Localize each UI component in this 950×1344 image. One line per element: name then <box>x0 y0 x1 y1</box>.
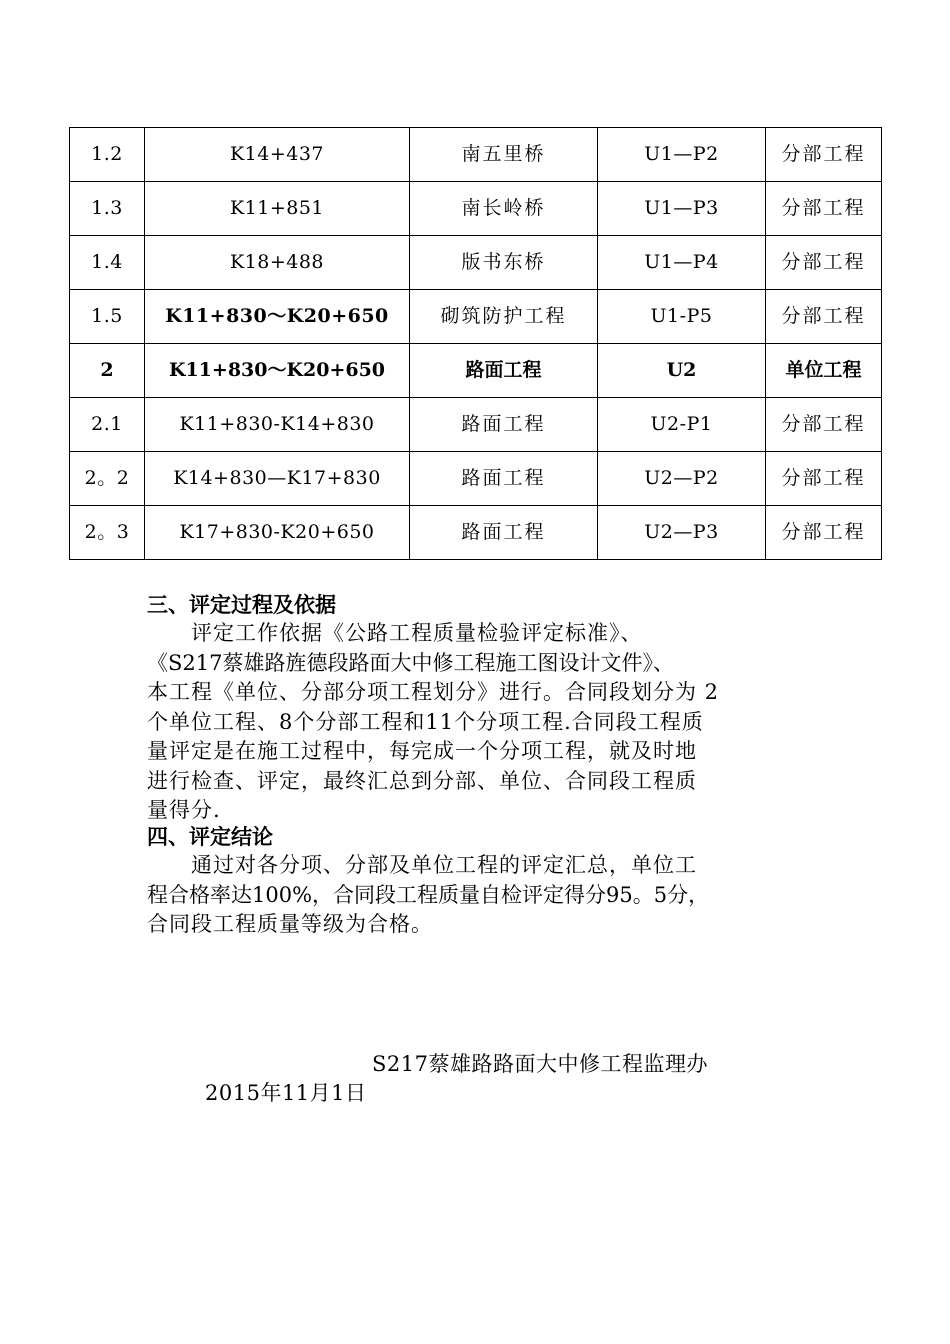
stake-range-cell: K17+830-K20+650 <box>145 506 410 560</box>
stake-range-cell: K11+830～K20+650 <box>145 344 410 398</box>
table-row <box>70 128 882 182</box>
project-code-cell: U2—P2 <box>598 452 766 506</box>
stake-range-cell: K14+830—K17+830 <box>145 452 410 506</box>
table-row <box>70 344 882 398</box>
project-code-cell: U1—P3 <box>598 182 766 236</box>
paragraph-line: 进行检查、评定，最终汇总到分部、单位、合同段工程质 <box>147 768 697 793</box>
project-name-cell: 南长岭桥 <box>410 182 598 236</box>
row-number-cell: 1.5 <box>70 290 145 344</box>
project-type-cell: 分部工程 <box>766 236 882 290</box>
paragraph-line: 量得分. <box>147 798 221 822</box>
table-row <box>70 398 882 452</box>
project-code-cell: U1—P2 <box>598 128 766 182</box>
paragraph-line: 本工程《单位、分部分项工程划分》进行。合同段划分为 2 <box>147 680 720 704</box>
project-type-cell: 分部工程 <box>766 128 882 182</box>
section-4-paragraph <box>147 851 837 940</box>
project-type-cell: 分部工程 <box>766 182 882 236</box>
project-division-table <box>69 127 882 560</box>
table-row <box>70 506 882 560</box>
project-type-cell: 分部工程 <box>766 506 882 560</box>
signature-date: 2015年11月1日 <box>205 1081 367 1105</box>
section-3-heading: 三、评定过程及依据 <box>147 592 336 617</box>
paragraph-line: 量评定是在施工过程中，每完成一个分项工程，就及时地 <box>147 739 697 763</box>
stake-range-cell: K11+830～K20+650 <box>145 290 410 344</box>
stake-range-cell: K18+488 <box>145 236 410 290</box>
paragraph-line: 个单位工程、8个分部工程和11个分项工程.合同段工程质 <box>147 709 704 734</box>
project-code-cell: U2 <box>598 344 766 398</box>
project-code-cell: U2—P3 <box>598 506 766 560</box>
paragraph-line: 《S217蔡雄路旌德段路面大中修工程施工图设计文件》、 <box>147 650 674 675</box>
stake-range-cell: K11+830-K14+830 <box>145 398 410 452</box>
table-row <box>70 290 882 344</box>
row-number-cell: 2。2 <box>70 452 145 506</box>
project-type-cell: 单位工程 <box>766 344 882 398</box>
paragraph-line: 程合格率达100%，合同段工程质量自检评定得分95。5分， <box>147 882 710 907</box>
row-number-cell: 2。3 <box>70 506 145 560</box>
project-name-cell: 南五里桥 <box>410 128 598 182</box>
stake-range-cell: K11+851 <box>145 182 410 236</box>
section-3-paragraph <box>147 619 837 826</box>
project-name-cell: 路面工程 <box>410 398 598 452</box>
paragraph-line: 通过对各分项、分部及单位工程的评定汇总，单位工 <box>147 853 697 877</box>
table-row <box>70 236 882 290</box>
row-number-cell: 2 <box>70 344 145 398</box>
row-number-cell: 1.4 <box>70 236 145 290</box>
project-code-cell: U1—P4 <box>598 236 766 290</box>
project-type-cell: 分部工程 <box>766 452 882 506</box>
table-row <box>70 452 882 506</box>
project-name-cell: 路面工程 <box>410 452 598 506</box>
row-number-cell: 1.3 <box>70 182 145 236</box>
stake-range-cell: K14+437 <box>145 128 410 182</box>
paragraph-line: 合同段工程质量等级为合格。 <box>147 912 433 936</box>
project-name-cell: 砌筑防护工程 <box>410 290 598 344</box>
paragraph-line: 评定工作依据《公路工程质量检验评定标准》、 <box>147 621 643 645</box>
section-4-heading: 四、评定结论 <box>147 824 273 849</box>
row-number-cell: 2.1 <box>70 398 145 452</box>
project-code-cell: U2-P1 <box>598 398 766 452</box>
project-name-cell: 路面工程 <box>410 506 598 560</box>
signature-organization: S217蔡雄路路面大中修工程监理办 <box>372 1052 708 1076</box>
table-row <box>70 182 882 236</box>
project-type-cell: 分部工程 <box>766 398 882 452</box>
project-type-cell: 分部工程 <box>766 290 882 344</box>
project-name-cell: 版书东桥 <box>410 236 598 290</box>
project-code-cell: U1-P5 <box>598 290 766 344</box>
table-body <box>70 128 882 560</box>
project-name-cell: 路面工程 <box>410 344 598 398</box>
row-number-cell: 1.2 <box>70 128 145 182</box>
